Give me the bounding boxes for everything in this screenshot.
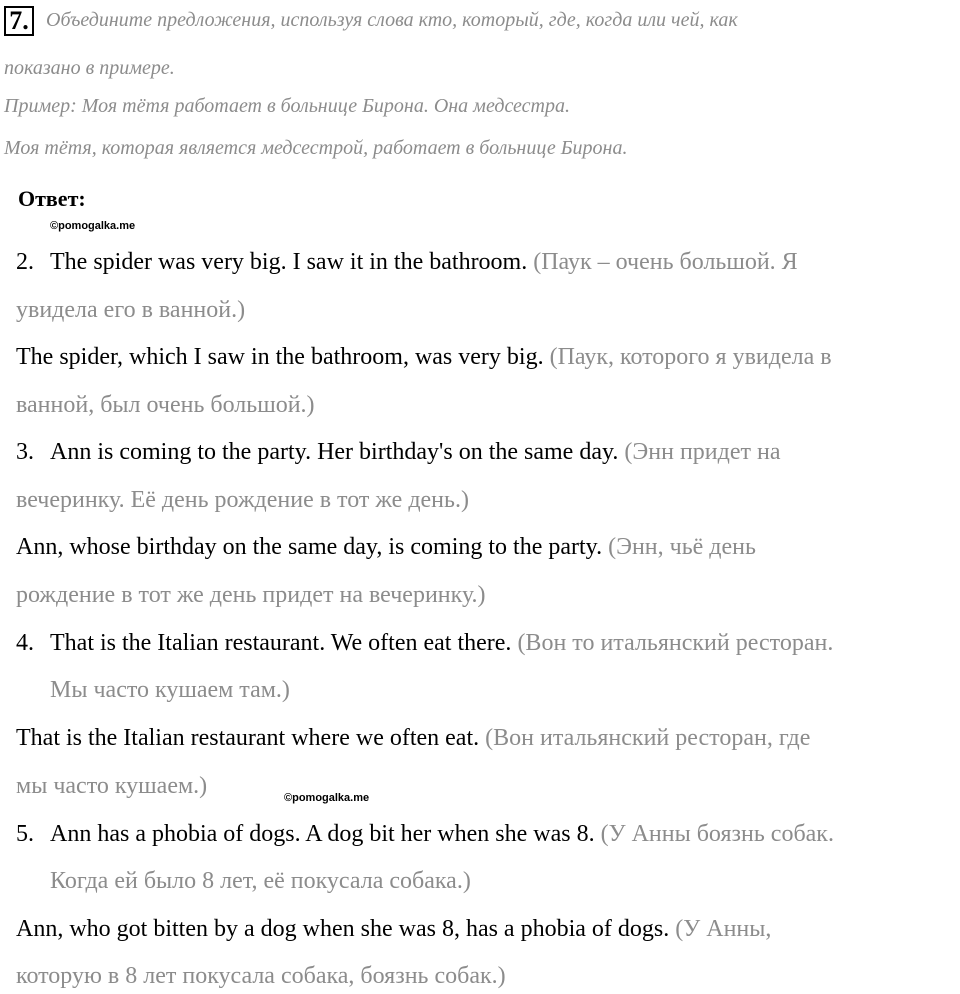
item-5-question (16, 819, 834, 849)
item-2-answer-ru-cont: ванной, был очень большой.) (16, 392, 315, 418)
question-en: Ann is coming to the party. Her birthday's on the same day. (50, 439, 619, 465)
item-4-answer-ru-cont: мы часто кушаем.) (16, 773, 208, 799)
item-2-question (16, 247, 798, 277)
item-2-answer (16, 342, 832, 372)
watermark: ©pomogalka.me (50, 220, 136, 232)
task-number: 7. (4, 6, 34, 36)
watermark-2: ©pomogalka.me (284, 792, 370, 804)
question-en: That is the Italian restaurant. We often eat there. (50, 630, 512, 656)
item-2-question-ru-cont: увидела его в ванной.) (16, 297, 246, 323)
item-4-question-ru-cont: Мы часто кушаем там.) (50, 677, 290, 703)
answer-en: Ann, who got bitten by a dog when she was 8, has a phobia of dogs. (16, 916, 670, 942)
question-ru: (Паук – очень большой. Я (527, 249, 798, 275)
answer-en: Ann, whose birthday on the same day, is coming to the party. (16, 534, 603, 560)
instruction-line-1: Объедините предложения, используя слова кто, который, где, когда или чей, как (46, 9, 738, 31)
item-3-answer (16, 532, 756, 562)
item-4-question (16, 628, 833, 658)
answer-ru: (У Анны, (669, 916, 772, 942)
answer-en: That is the Italian restaurant where we often eat. (16, 725, 480, 751)
answer-ru: (Вон итальянский ресторан, где (479, 725, 811, 751)
answer-en: The spider, which I saw in the bathroom, was very big. (16, 344, 544, 370)
item-5-answer (16, 914, 771, 944)
example-line-1: Пример: Моя тётя работает в больнице Бирона. Она медсестра. (4, 95, 570, 117)
item-number: 5. (16, 821, 34, 847)
question-ru: (У Анны боязнь собак. (594, 821, 834, 847)
question-en: The spider was very big. I saw it in the bathroom. (50, 249, 528, 275)
answer-ru: (Паук, которого я увидела в (543, 344, 832, 370)
answer-label: Ответ: (18, 186, 86, 211)
question-ru: (Энн придет на (618, 439, 781, 465)
answer-ru: (Энн, чьё день (602, 534, 756, 560)
item-number: 3. (16, 439, 34, 465)
item-number: 2. (16, 249, 34, 275)
question-ru: (Вон то итальянский ресторан. (511, 630, 834, 656)
item-3-question-ru-cont: вечеринку. Её день рождение в тот же день.) (16, 487, 469, 513)
instruction-line-2: показано в примере. (4, 57, 175, 79)
item-number: 4. (16, 630, 34, 656)
item-3-question (16, 437, 780, 467)
item-3-answer-ru-cont: рождение в тот же день придет на вечеринку.) (16, 582, 486, 608)
item-4-answer (16, 723, 810, 753)
example-line-2: Моя тётя, которая является медсестрой, работает в больнице Бирона. (4, 137, 628, 159)
item-5-answer-ru-cont: которую в 8 лет покусала собака, боязнь собак.) (16, 963, 506, 989)
item-5-question-ru-cont: Когда ей было 8 лет, её покусала собака.) (50, 868, 471, 894)
question-en: Ann has a phobia of dogs. A dog bit her when she was 8. (50, 821, 595, 847)
